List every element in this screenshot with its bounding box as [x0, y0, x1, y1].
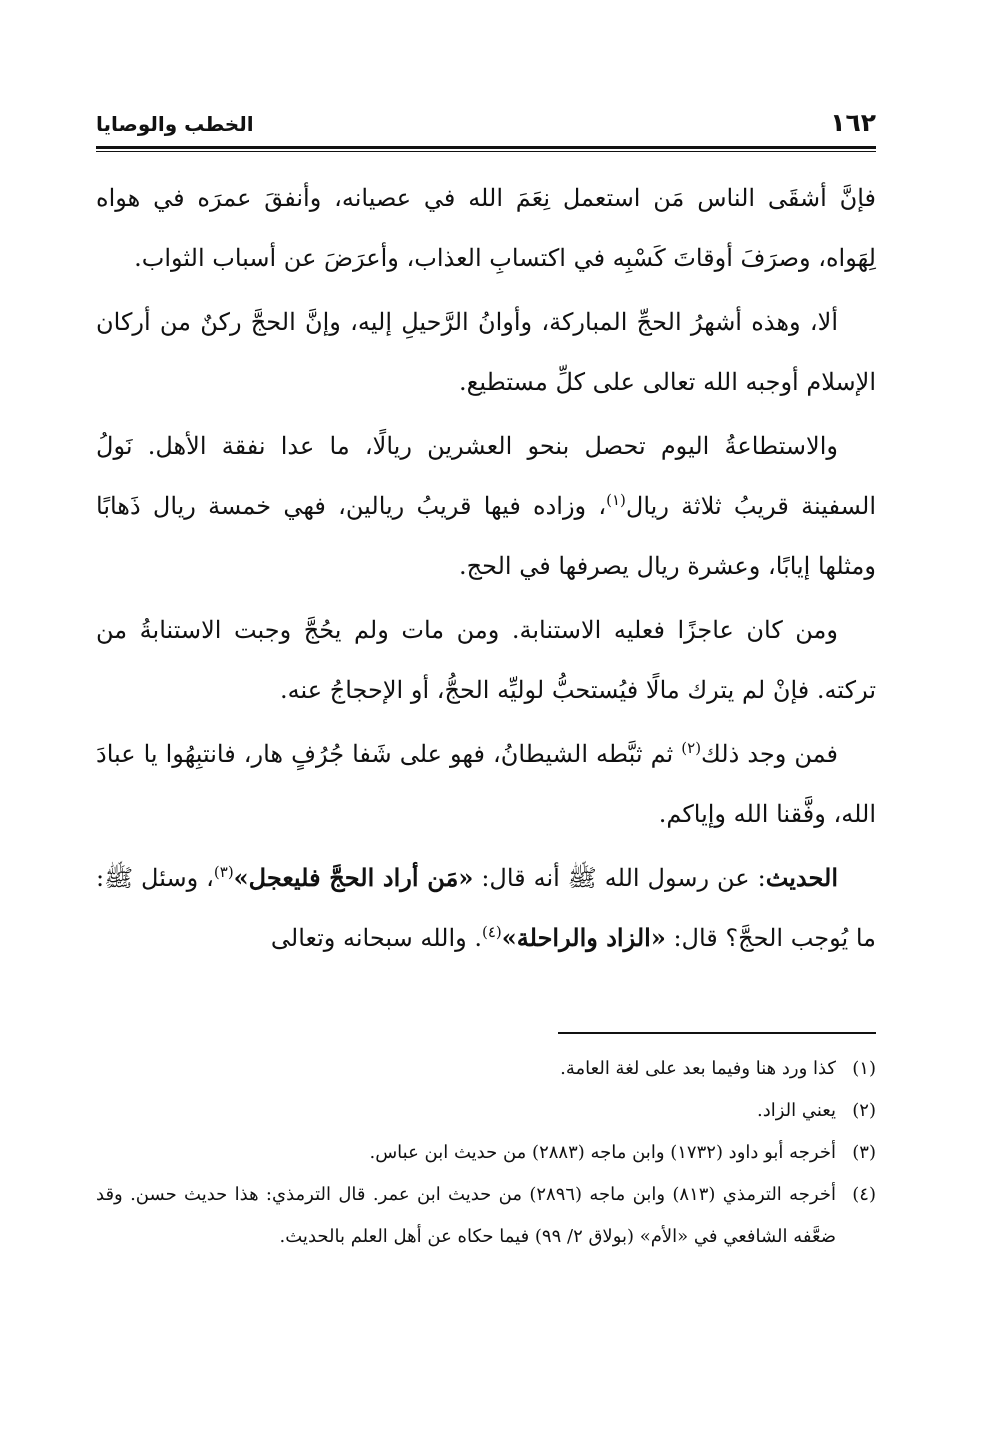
- paragraph-3: [96, 416, 876, 596]
- footnote-text: أخرجه الترمذي (٨١٣) وابن ماجه (٢٨٩٦) من حديث ابن عمر. قال الترمذي: هذا حديث حسن. وقد ضعَّفه الشافعي في «الأم» (بولاق ٢/ ٩٩) فيما حكاه عن أهل العلم بالحديث.: [96, 1184, 836, 1247]
- hadith-quote-1: «مَن أراد الحجَّ فليعجل»: [233, 863, 474, 892]
- running-title: الخطب والوصايا: [96, 112, 254, 136]
- footnote-ref-2: (٢): [681, 739, 702, 757]
- footnote-ref-4: (٤): [481, 923, 502, 941]
- footnote-separator: [558, 1032, 876, 1034]
- footnote-3: [96, 1132, 876, 1174]
- header-rule: [96, 146, 876, 152]
- hadith-quote-2: «الزاد والراحلة»: [501, 923, 666, 952]
- paragraph-6-text-b: ، وسئل ﷺ: ما يُوجب الحجَّ؟ قال:: [96, 864, 876, 952]
- footnote-ref-1: (١): [606, 491, 626, 509]
- footnote-marker: (٢): [852, 1100, 876, 1121]
- paragraph-3-text-a: والاستطاعةُ اليوم تحصل بنحو العشرين ريالًا، ما عدا نفقة الأهل. نَولُ السفينة قريبُ ثلاثة ريال: [96, 432, 876, 520]
- paragraph-5-text-a: فمن وجد ذلك: [701, 740, 838, 768]
- footnote-marker: (١): [852, 1058, 876, 1079]
- hadith-label: الحديث: [765, 863, 839, 892]
- footnote-text: يعني الزاد.: [756, 1100, 836, 1121]
- paragraph-6-text-a: : عن رسول الله ﷺ أنه قال:: [473, 864, 766, 892]
- main-text: [96, 168, 876, 968]
- footnote-4: [96, 1174, 876, 1258]
- paragraph-4: ومن كان عاجزًا فعليه الاستنابة. ومن مات ولم يحُجَّ وجبت الاستنابةُ من تركته. فإنْ لم يترك مالًا فيُستحبُّ لوليِّه الحجُّ، أو الإحجاجُ عنه.: [96, 616, 876, 704]
- paragraph-3-text-b: ، وزاده فيها قريبُ ريالين، فهي خمسة ريال ذَهابًا ومثلها إيابًا، وعشرة ريال يصرفها في الحج.: [96, 492, 876, 580]
- paragraph-6: [96, 848, 876, 968]
- paragraph-6-text-c: . والله سبحانه وتعالى: [270, 924, 482, 952]
- paragraph-2: ألا، وهذه أشهرُ الحجِّ المباركة، وأوانُ الرَّحيلِ إليه، وإنَّ الحجَّ ركنٌ من أركان الإسلام أوجبه الله تعالى على كلِّ مستطيع.: [96, 308, 876, 396]
- footnote-ref-3: (٣): [213, 863, 234, 881]
- footnote-marker: (٣): [852, 1142, 876, 1163]
- footnote-2: [96, 1090, 876, 1132]
- paragraph-1: فإنَّ أشقَى الناس مَن استعمل نِعَمَ الله في عصيانه، وأنفقَ عمرَه في هواه لِهَواه، وصرَفَ أوقاتَ كَسْبِه في اكتسابِ العذاب، وأعرَضَ عن أسباب الثواب.: [96, 184, 876, 272]
- paragraph-5: [96, 724, 876, 844]
- footnote-1: [96, 1048, 876, 1090]
- book-page: [96, 108, 876, 1258]
- footnotes-list: [96, 1048, 876, 1258]
- page-header: [96, 108, 876, 144]
- footnote-marker: (٤): [852, 1184, 876, 1205]
- page-number: ١٦٢: [830, 108, 876, 137]
- paragraph-5-text-b: ثم ثبَّطه الشيطانُ، فهو على شَفا جُرُفٍ هار، فانتبِهُوا يا عبادَ الله، وفَّقنا الله وإياكم.: [96, 740, 876, 828]
- footnote-text: أخرجه أبو داود (١٧٣٢) وابن ماجه (٢٨٨٣) من حديث ابن عباس.: [369, 1142, 836, 1163]
- footnote-text: كذا ورد هنا وفيما بعد على لغة العامة.: [560, 1058, 836, 1079]
